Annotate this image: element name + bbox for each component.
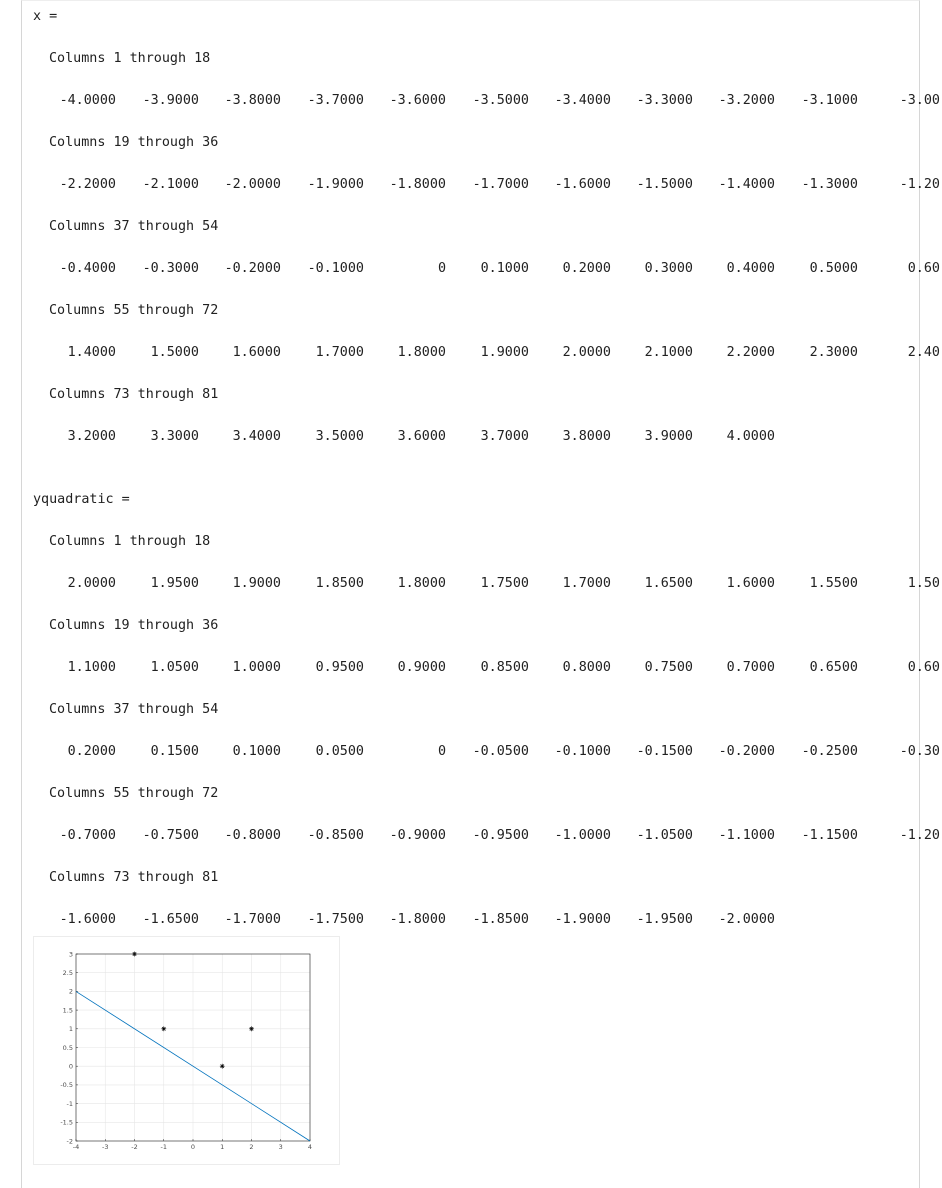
y-tick-label: 2 bbox=[68, 987, 73, 996]
yquadratic-value-cell: 0.9500 bbox=[315, 660, 364, 675]
x-value-cell: -1.6000 bbox=[554, 177, 611, 192]
yquadratic-value-cell: -0.30 bbox=[899, 744, 940, 759]
y-tick-label: -0.5 bbox=[60, 1081, 73, 1090]
x-value-cell: 1.7000 bbox=[315, 345, 364, 360]
star-marker-point bbox=[161, 1026, 166, 1031]
x-value-cell: 0.4000 bbox=[726, 261, 775, 276]
yquadratic-value-cell: 1.6000 bbox=[726, 576, 775, 591]
x-value-cell: 3.2000 bbox=[67, 429, 116, 444]
yquadratic-value-cell: -0.2500 bbox=[801, 744, 858, 759]
x-value-cell: -1.4000 bbox=[718, 177, 775, 192]
x-tick-label: 4 bbox=[307, 1143, 313, 1151]
x-tick-label: 0 bbox=[190, 1143, 196, 1151]
x-columns-header: Columns 1 through 18 bbox=[49, 51, 211, 66]
x-value-cell: 3.3000 bbox=[150, 429, 199, 444]
x-value-cell: -3.4000 bbox=[554, 93, 611, 108]
yquadratic-value-cell: -0.8000 bbox=[224, 828, 281, 843]
y-tick-label: -2 bbox=[66, 1137, 73, 1146]
x-value-cell: 3.5000 bbox=[315, 429, 364, 444]
star-marker-point bbox=[249, 1026, 254, 1031]
x-value-cell: -1.8000 bbox=[389, 177, 446, 192]
yquadratic-value-cell: 0 bbox=[437, 744, 446, 759]
x-value-cell: 3.4000 bbox=[232, 429, 281, 444]
yquadratic-value-cell: 0.0500 bbox=[315, 744, 364, 759]
x-columns-header: Columns 37 through 54 bbox=[49, 219, 219, 234]
x-tick-label: 1 bbox=[220, 1143, 225, 1151]
x-value-cell: 4.0000 bbox=[726, 429, 775, 444]
x-value-cell: 2.2000 bbox=[726, 345, 775, 360]
x-value-cell: -4.0000 bbox=[59, 93, 116, 108]
x-value-cell: 1.9000 bbox=[480, 345, 529, 360]
y-tick-label: -1.5 bbox=[60, 1118, 73, 1127]
yquadratic-value-cell: -1.6000 bbox=[59, 912, 116, 927]
yquadratic-value-cell: -0.8500 bbox=[307, 828, 364, 843]
y-tick-label: 1 bbox=[68, 1025, 73, 1034]
yquadratic-value-cell: 1.7500 bbox=[480, 576, 529, 591]
yquadratic-value-cell: -0.7500 bbox=[142, 828, 199, 843]
x-value-cell: -1.3000 bbox=[801, 177, 858, 192]
x-value-cell: 0.5000 bbox=[809, 261, 858, 276]
y-tick-label: 0.5 bbox=[62, 1043, 73, 1052]
x-value-cell: -2.2000 bbox=[59, 177, 116, 192]
x-value-cell: 1.4000 bbox=[67, 345, 116, 360]
x-value-cell: 1.6000 bbox=[232, 345, 281, 360]
x-value-cell: 0.2000 bbox=[562, 261, 611, 276]
yquadratic-value-cell: 0.1500 bbox=[150, 744, 199, 759]
x-value-cell: 1.8000 bbox=[397, 345, 446, 360]
yquadratic-value-cell: -0.7000 bbox=[59, 828, 116, 843]
yquadratic-value-cell: -1.7500 bbox=[307, 912, 364, 927]
figure-plot bbox=[33, 936, 340, 1165]
yquadratic-value-cell: 1.9500 bbox=[150, 576, 199, 591]
yquadratic-columns-header: Columns 55 through 72 bbox=[49, 786, 219, 801]
x-columns-header: Columns 73 through 81 bbox=[49, 387, 219, 402]
yquadratic-columns-header: Columns 73 through 81 bbox=[49, 870, 219, 885]
x-tick-label: -1 bbox=[160, 1143, 167, 1151]
yquadratic-value-cell: 1.5500 bbox=[809, 576, 858, 591]
x-value-cell: -0.3000 bbox=[142, 261, 199, 276]
yquadratic-value-cell: 1.8000 bbox=[397, 576, 446, 591]
yquadratic-value-cell: -1.7000 bbox=[224, 912, 281, 927]
yquadratic-value-cell: 1.7000 bbox=[562, 576, 611, 591]
x-tick-label: -2 bbox=[131, 1143, 138, 1151]
x-value-cell: 2.3000 bbox=[809, 345, 858, 360]
x-value-cell: 0.1000 bbox=[480, 261, 529, 276]
x-value-cell: 3.7000 bbox=[480, 429, 529, 444]
x-value-cell: -0.4000 bbox=[59, 261, 116, 276]
x-value-cell: -0.1000 bbox=[307, 261, 364, 276]
yquadratic-value-cell: 1.6500 bbox=[644, 576, 693, 591]
yquadratic-value-cell: 0.7500 bbox=[644, 660, 693, 675]
yquadratic-value-cell: 0.8500 bbox=[480, 660, 529, 675]
x-value-cell: -2.1000 bbox=[142, 177, 199, 192]
y-tick-label: 1.5 bbox=[62, 1006, 73, 1015]
x-value-cell: -3.7000 bbox=[307, 93, 364, 108]
yquadratic-value-cell: -0.9000 bbox=[389, 828, 446, 843]
yquadratic-value-cell: -0.9500 bbox=[472, 828, 529, 843]
yquadratic-value-cell: 0.1000 bbox=[232, 744, 281, 759]
x-value-cell: -1.7000 bbox=[472, 177, 529, 192]
plot-canvas bbox=[34, 937, 339, 1164]
x-value-cell: -3.6000 bbox=[389, 93, 446, 108]
yquadratic-value-cell: -1.1000 bbox=[718, 828, 775, 843]
x-tick-label: -3 bbox=[102, 1143, 109, 1151]
yquadratic-value-cell: -0.2000 bbox=[718, 744, 775, 759]
x-value-cell: 0.3000 bbox=[644, 261, 693, 276]
x-value-cell: 3.6000 bbox=[397, 429, 446, 444]
yquadratic-variable-label: yquadratic = bbox=[33, 492, 130, 507]
yquadratic-value-cell: -1.0500 bbox=[636, 828, 693, 843]
star-marker-point bbox=[220, 1064, 225, 1069]
x-variable-label: x = bbox=[33, 9, 58, 24]
y-tick-label: 0 bbox=[68, 1062, 73, 1071]
yquadratic-value-cell: -1.9500 bbox=[636, 912, 693, 927]
x-value-cell: 1.5000 bbox=[150, 345, 199, 360]
yquadratic-value-cell: 0.6500 bbox=[809, 660, 858, 675]
yquadratic-value-cell: -1.8000 bbox=[389, 912, 446, 927]
yquadratic-columns-header: Columns 19 through 36 bbox=[49, 618, 219, 633]
x-value-cell: 3.9000 bbox=[644, 429, 693, 444]
x-value-cell: -3.5000 bbox=[472, 93, 529, 108]
yquadratic-value-cell: -1.6500 bbox=[142, 912, 199, 927]
x-tick-label: 3 bbox=[278, 1143, 283, 1151]
yquadratic-value-cell: -1.1500 bbox=[801, 828, 858, 843]
yquadratic-value-cell: -1.0000 bbox=[554, 828, 611, 843]
x-value-cell: 3.8000 bbox=[562, 429, 611, 444]
yquadratic-value-cell: 0.2000 bbox=[67, 744, 116, 759]
yquadratic-value-cell: -1.9000 bbox=[554, 912, 611, 927]
star-marker-point bbox=[132, 952, 137, 957]
x-tick-label: -4 bbox=[72, 1143, 80, 1151]
x-value-cell: -3.1000 bbox=[801, 93, 858, 108]
x-value-cell: 2.0000 bbox=[562, 345, 611, 360]
yquadratic-value-cell: -1.8500 bbox=[472, 912, 529, 927]
yquadratic-value-cell: 1.9000 bbox=[232, 576, 281, 591]
x-value-cell: 2.40 bbox=[907, 345, 940, 360]
x-value-cell: -0.2000 bbox=[224, 261, 281, 276]
yquadratic-value-cell: 2.0000 bbox=[67, 576, 116, 591]
y-tick-label: 3 bbox=[68, 950, 73, 959]
yquadratic-value-cell: 0.7000 bbox=[726, 660, 775, 675]
yquadratic-value-cell: 0.8000 bbox=[562, 660, 611, 675]
x-columns-header: Columns 19 through 36 bbox=[49, 135, 219, 150]
y-tick-label: -1 bbox=[66, 1099, 73, 1108]
x-value-cell: -3.3000 bbox=[636, 93, 693, 108]
command-window-output bbox=[21, 0, 940, 1188]
yquadratic-value-cell: 1.0500 bbox=[150, 660, 199, 675]
x-value-cell: -1.20 bbox=[899, 177, 940, 192]
yquadratic-value-cell: -2.0000 bbox=[718, 912, 775, 927]
yquadratic-value-cell: 1.8500 bbox=[315, 576, 364, 591]
x-value-cell: -1.5000 bbox=[636, 177, 693, 192]
x-value-cell: 0.60 bbox=[907, 261, 940, 276]
y-tick-label: 2.5 bbox=[62, 969, 73, 977]
x-value-cell: -3.9000 bbox=[142, 93, 199, 108]
x-value-cell: -3.2000 bbox=[718, 93, 775, 108]
yquadratic-value-cell: -0.1000 bbox=[554, 744, 611, 759]
x-value-cell: -3.8000 bbox=[224, 93, 281, 108]
yquadratic-columns-header: Columns 37 through 54 bbox=[49, 702, 219, 717]
x-value-cell: 0 bbox=[437, 261, 446, 276]
yquadratic-value-cell: 1.50 bbox=[907, 576, 940, 591]
x-tick-label: 2 bbox=[249, 1143, 254, 1151]
yquadratic-columns-header: Columns 1 through 18 bbox=[49, 534, 211, 549]
yquadratic-value-cell: -0.0500 bbox=[472, 744, 529, 759]
x-value-cell: -1.9000 bbox=[307, 177, 364, 192]
x-columns-header: Columns 55 through 72 bbox=[49, 303, 219, 318]
yquadratic-value-cell: 1.0000 bbox=[232, 660, 281, 675]
x-value-cell: -3.00 bbox=[899, 93, 940, 108]
x-value-cell: -2.0000 bbox=[224, 177, 281, 192]
x-value-cell: 2.1000 bbox=[644, 345, 693, 360]
yquadratic-value-cell: 1.1000 bbox=[67, 660, 116, 675]
yquadratic-value-cell: -0.1500 bbox=[636, 744, 693, 759]
yquadratic-value-cell: -1.20 bbox=[899, 828, 940, 843]
yquadratic-value-cell: 0.60 bbox=[907, 660, 940, 675]
yquadratic-value-cell: 0.9000 bbox=[397, 660, 446, 675]
